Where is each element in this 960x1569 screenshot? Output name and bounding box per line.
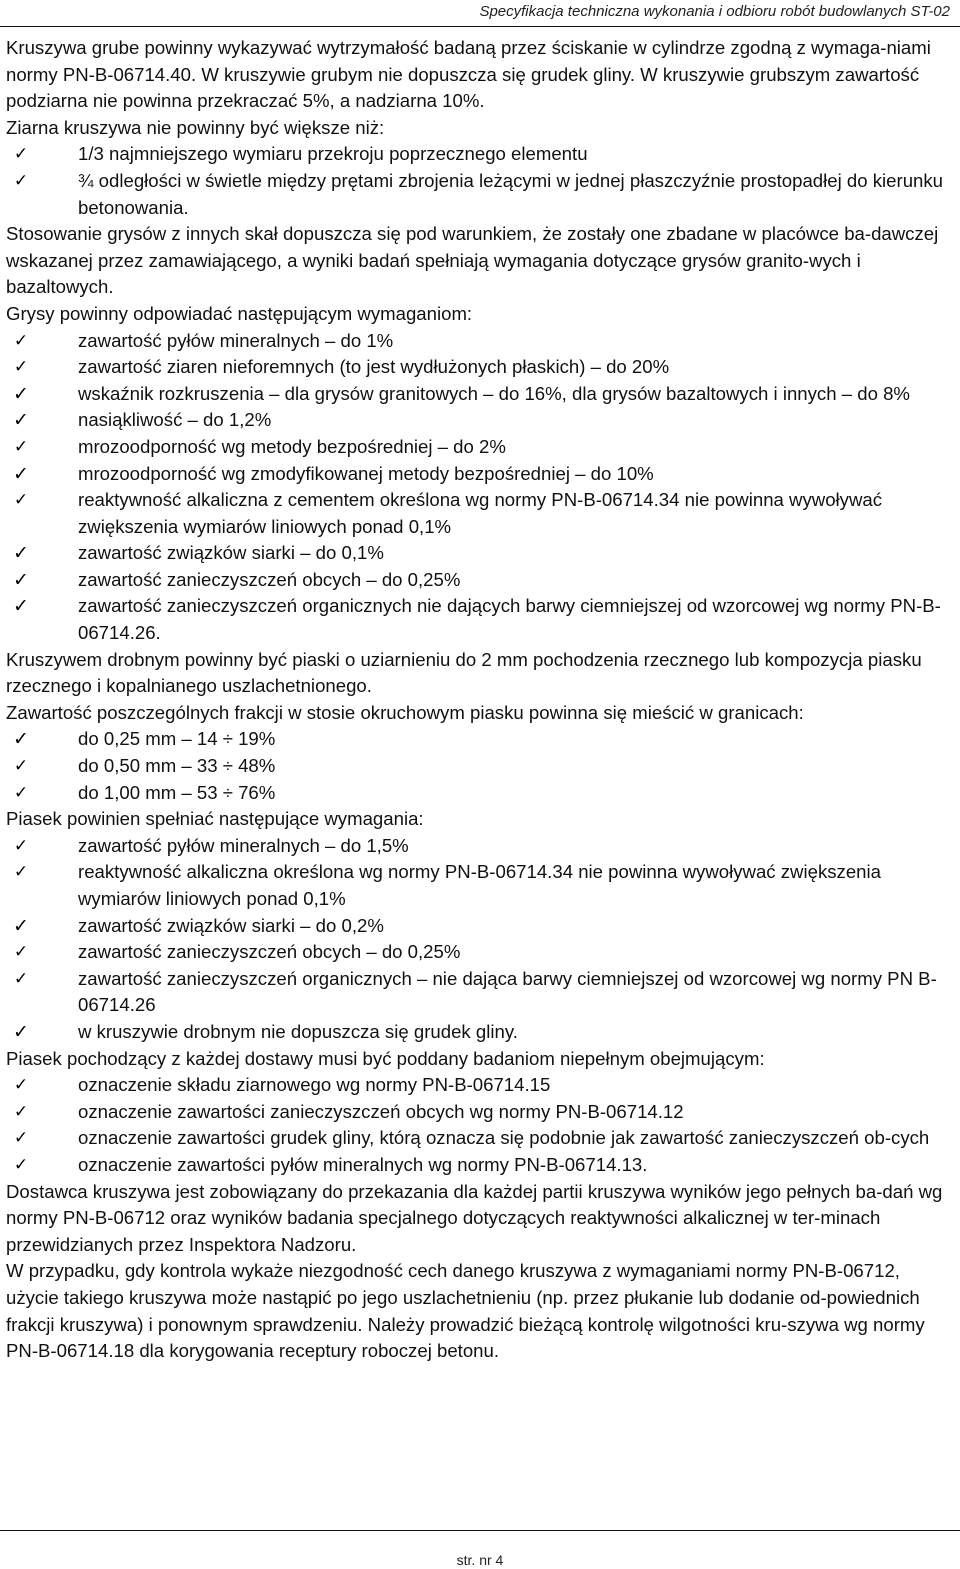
list-item-text: zawartość pyłów mineralnych – do 1,5% bbox=[78, 834, 409, 856]
list-item bbox=[6, 966, 951, 1019]
list-item-text: zawartość pyłów mineralnych – do 1% bbox=[78, 329, 394, 351]
list-item-text: reaktywność alkaliczna z cementem określona wg normy PN-B-06714.34 nie powinna wywoływać zwiększenia wymiarów liniowych ponad 0,1% bbox=[78, 489, 883, 537]
list-item-text: mrozoodporność wg zmodyfikowanej metody bezpośredniej – do 10% bbox=[78, 462, 654, 484]
list-item-text: oznaczenie zawartości zanieczyszczeń obcych wg normy PN-B-06714.12 bbox=[78, 1100, 684, 1122]
paragraph: Stosowanie grysów z innych skał dopuszcza się pod warunkiem, że zostały one zbadane w placówce ba-dawczej wskazanej przez zamawiającego, a wyniki badań spełniają wymagania dotyczące grysów granito-wych i bazaltowych. bbox=[6, 223, 939, 298]
document-title: Specyfikacja techniczna wykonania i odbioru robót budowlanych ST-02 bbox=[479, 3, 950, 20]
list-item-text: zawartość zanieczyszczeń obcych – do 0,25% bbox=[78, 941, 461, 963]
checkmark-icon: ✓ bbox=[13, 1101, 29, 1122]
paragraph: Grysy powinny odpowiadać następującym wymaganiom: bbox=[6, 302, 473, 324]
checkmark-icon: ✓ bbox=[13, 357, 29, 378]
list-item-text: do 1,00 mm – 53 ÷ 76% bbox=[78, 781, 276, 803]
checklist bbox=[6, 833, 951, 1046]
list-item bbox=[6, 487, 951, 540]
checkmark-icon: ✓ bbox=[13, 942, 29, 963]
document-body bbox=[6, 35, 951, 1365]
checkmark-icon: ✓ bbox=[13, 542, 29, 565]
list-item-text: zawartość zanieczyszczeń organicznych nie dających barwy ciemniejszej od wzorcowej wg normy PN-B-06714.26. bbox=[78, 595, 941, 644]
list-item bbox=[6, 726, 951, 753]
checklist bbox=[6, 328, 951, 647]
list-item-text: oznaczenie składu ziarnowego wg normy PN-B-06714.15 bbox=[78, 1074, 551, 1096]
paragraph: W przypadku, gdy kontrola wykaże niezgodność cech danego kruszywa z wymaganiami normy PN-B-06712, użycie takiego kruszywa może nastąpić po jego uszlachetnieniu (np. przez płukanie lub dodanie od-powiednich frakcji kruszywa) i ponownym sprawdzeniu. Należy prowadzić bieżącą kontrolę wilgotności kru-szywa wg normy PN-B-06714.18 dla korygowania receptury roboczej betonu. bbox=[6, 1260, 925, 1362]
list-item bbox=[6, 780, 951, 807]
page-number: str. nr 4 bbox=[456, 1552, 504, 1568]
checkmark-icon: ✓ bbox=[13, 835, 29, 856]
list-item-text: oznaczenie zawartości grudek gliny, którą oznacza się podobnie jak zawartość zanieczyszczeń ob-cych bbox=[78, 1127, 930, 1149]
checkmark-icon: ✓ bbox=[13, 170, 29, 191]
list-item-text: do 0,50 mm – 33 ÷ 48% bbox=[78, 755, 276, 777]
checklist bbox=[6, 141, 951, 221]
list-item bbox=[6, 354, 951, 381]
checkmark-icon: ✓ bbox=[13, 568, 29, 591]
checkmark-icon: ✓ bbox=[13, 756, 29, 777]
list-item bbox=[6, 753, 951, 780]
checkmark-icon: ✓ bbox=[13, 1154, 29, 1175]
list-item-text: reaktywność alkaliczna określona wg normy PN-B-06714.34 nie powinna wywoływać zwiększenia wymiarów liniowych ponad 0,1% bbox=[78, 861, 881, 909]
checkmark-icon: ✓ bbox=[13, 144, 29, 165]
checkmark-icon: ✓ bbox=[13, 490, 29, 511]
list-item bbox=[6, 833, 951, 860]
checkmark-icon: ✓ bbox=[13, 862, 29, 883]
paragraph: Zawartość poszczególnych frakcji w stosie okruchowym piasku powinna się mieścić w granicach: bbox=[6, 701, 804, 723]
list-item-text: zawartość zanieczyszczeń organicznych – nie dająca barwy ciemniejszej od wzorcowej wg normy PN B-06714.26 bbox=[78, 967, 937, 1016]
list-item bbox=[6, 407, 951, 434]
checkmark-icon: ✓ bbox=[13, 1128, 29, 1149]
list-item bbox=[6, 1125, 951, 1152]
checkmark-icon: ✓ bbox=[13, 330, 29, 351]
list-item-text: nasiąkliwość – do 1,2% bbox=[78, 409, 272, 431]
checkmark-icon: ✓ bbox=[13, 382, 29, 405]
list-item bbox=[6, 168, 951, 221]
list-item-text: do 0,25 mm – 14 ÷ 19% bbox=[78, 728, 276, 750]
list-item-text: zawartość ziaren nieforemnych (to jest wydłużonych płaskich) – do 20% bbox=[78, 356, 670, 378]
list-item bbox=[6, 1099, 951, 1126]
paragraph: Kruszywa grube powinny wykazywać wytrzymałość badaną przez ściskanie w cylindrze zgodną z wymaga-niami normy PN-B-06714.40. W kruszywie grubym nie dopuszcza się grudek gliny. W kruszywie grubszym zawartość podziarna nie powinna przekraczać 5%, a nadziarna 10%. bbox=[6, 37, 931, 112]
list-item bbox=[6, 381, 951, 408]
list-item bbox=[6, 939, 951, 966]
paragraph: Piasek powinien spełniać następujące wymagania: bbox=[6, 808, 424, 830]
list-item bbox=[6, 461, 951, 488]
list-item bbox=[6, 328, 951, 355]
list-item bbox=[6, 567, 951, 594]
list-item-text: zawartość zanieczyszczeń obcych – do 0,25% bbox=[78, 568, 461, 590]
list-item-text: 1/3 najmniejszego wymiaru przekroju poprzecznego elementu bbox=[78, 143, 588, 165]
checkmark-icon: ✓ bbox=[13, 1075, 29, 1096]
checkmark-icon: ✓ bbox=[13, 782, 29, 803]
list-item-text: mrozoodporność wg metody bezpośredniej – do 2% bbox=[78, 435, 506, 457]
paragraph: Piasek pochodzący z każdej dostawy musi być poddany badaniom niepełnym obejmującym: bbox=[6, 1047, 765, 1069]
list-item-text: wskaźnik rozkruszenia – dla grysów granitowych – do 16%, dla grysów bazaltowych i innych – do 8% bbox=[78, 382, 910, 404]
list-item bbox=[6, 141, 951, 168]
checkmark-icon: ✓ bbox=[13, 409, 29, 432]
checkmark-icon: ✓ bbox=[13, 595, 29, 618]
checkmark-icon: ✓ bbox=[13, 968, 29, 989]
checkmark-icon: ✓ bbox=[13, 728, 29, 751]
paragraph: Ziarna kruszywa nie powinny być większe niż: bbox=[6, 116, 385, 138]
checkmark-icon: ✓ bbox=[13, 462, 29, 485]
list-item-text: zawartość związków siarki – do 0,2% bbox=[78, 914, 384, 936]
checkmark-icon: ✓ bbox=[13, 436, 29, 457]
footer-divider bbox=[0, 1530, 960, 1531]
list-item bbox=[6, 1152, 951, 1179]
list-item bbox=[6, 1019, 951, 1046]
list-item bbox=[6, 434, 951, 461]
checkmark-icon: ✓ bbox=[13, 914, 29, 937]
checklist bbox=[6, 1072, 951, 1178]
paragraph: Kruszywem drobnym powinny być piaski o uziarnieniu do 2 mm pochodzenia rzecznego lub kompozycja piasku rzecznego i kopalnianego uszlachetnionego. bbox=[6, 648, 922, 697]
header-divider bbox=[0, 26, 960, 27]
list-item bbox=[6, 913, 951, 940]
list-item-text: ¾ odległości w świetle między prętami zbrojenia leżącymi w jednej płaszczyźnie prostopadłej do kierunku betonowania. bbox=[78, 169, 944, 218]
page-header bbox=[0, 0, 960, 28]
checkmark-icon: ✓ bbox=[13, 1020, 29, 1043]
list-item bbox=[6, 1072, 951, 1099]
list-item bbox=[6, 593, 951, 646]
list-item-text: zawartość związków siarki – do 0,1% bbox=[78, 542, 384, 564]
list-item-text: oznaczenie zawartości pyłów mineralnych wg normy PN-B-06714.13. bbox=[78, 1153, 648, 1175]
list-item-text: w kruszywie drobnym nie dopuszcza się grudek gliny. bbox=[78, 1020, 518, 1042]
list-item bbox=[6, 859, 951, 912]
checklist bbox=[6, 726, 951, 806]
paragraph: Dostawca kruszywa jest zobowiązany do przekazania dla każdej partii kruszywa wyników jego pełnych ba-dań wg normy PN-B-06712 oraz wyników badania specjalnego dotyczących reaktywności alkalicznej w ter-minach przewidzianych przez Inspektora Nadzoru. bbox=[6, 1180, 943, 1255]
list-item bbox=[6, 540, 951, 567]
